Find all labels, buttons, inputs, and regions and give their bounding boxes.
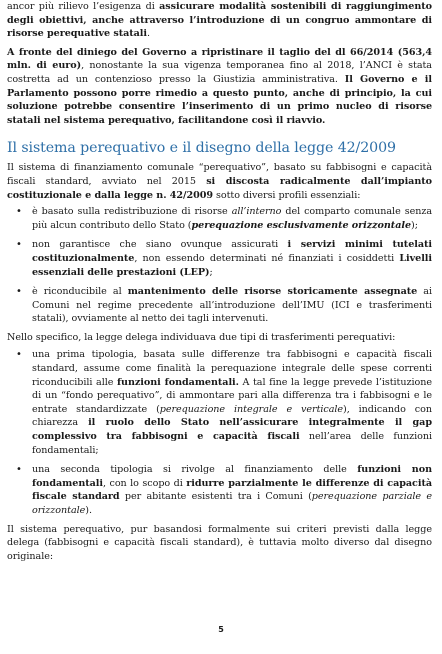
bold-run: si discosta radicalmente dall’impianto costituzionale e dalla legge n. 42/2009 [7,175,433,201]
bold-run: i servizi minimi tutelati costituzionalmente [32,239,432,264]
text-run: per abitante esistenti tra i Comuni ( [119,491,312,503]
text-run: ai Comuni nel regime precedente all’introduzione dell’IMU (ICI e trasferimenti statali), ovviamente al netto dei tagli intervenuti. [32,286,432,325]
text-run: ). [85,505,92,516]
list-item [7,348,432,457]
bold-run: ridurre parzialmente le differenze di capacità fiscale standard [32,477,432,503]
bold-run: mantenimento delle risorse storicamente assegnate [127,286,418,298]
bold-run: assicurare modalità sostenibili di raggiungimento degli obiettivi, anche attraverso l’introduzione di un congruo ammontare di risorse perequative statali [7,1,432,40]
list-item [7,205,432,232]
list-item [7,285,432,326]
intro-paragraph-1 [7,0,432,41]
bold-run: funzioni non fondamentali [32,464,432,489]
bold-run: il ruolo dello Stato nell’assicurare integralmente il gap complessivo tra fabbisogni e capacità fiscali [32,417,433,443]
text-run: una seconda tipologia si rivolge al finanziamento delle [32,464,358,476]
text-run: nell’area delle funzioni fondamentali; [32,431,432,456]
text-run: non garantisce che siano ovunque assicurati [32,239,288,251]
text-run: è riconducibile al [32,286,128,298]
text-run: ancor più rilievo l’esigenza di [7,1,160,12]
list-item [7,463,432,517]
text-run: A tal fine la legge prevede l’istituzione di un “fondo perequativo”, di ammontare pari alla differenza tra i fabbisogni e le entrate standardizzate ( [32,376,432,415]
page-number: 5 [218,625,224,634]
section-paragraph-1 [7,161,432,202]
text-run: . [147,28,150,40]
bold-run: funzioni fondamentali. [116,376,239,388]
section-paragraph-3: Il sistema perequativo, pur basandosi formalmente sui criteri previsti dalla legge delega (fabbisogni e capacità fiscali standard), è tuttavia molto diverso dal disegno originale: [7,523,432,562]
text-run: Il sistema di finanziamento comunale “perequativo”, basato su fabbisogni e capacità fiscali standard, avviato nel 2015 [7,162,432,187]
text-run: , con lo scopo di [103,477,187,489]
text-run: è basato sulla redistribuzione di risorse [32,206,232,218]
intro-paragraph-2 [7,46,432,128]
text-run: una prima tipologia, basata sulle differenze tra fabbisogni e capacità fiscali standard, assume come finalità la perequazione integrale delle spese correnti riconducibili alle [32,349,432,388]
text-run: , non essendo determinati né finanziati i cosiddetti [134,252,400,264]
text-run: sotto diversi profili essenziali: [212,189,361,201]
italic-run: all’interno [231,206,282,218]
list-item [7,238,432,279]
text-run: , nonostante la sua vigenza temporanea fino al 2018, l’ANCI è stata costretta ad un contenzioso presso la Giustizia amministrativa. [7,60,432,85]
text-run: ); [411,219,418,231]
text-run: ), indicando con chiarezza [32,403,432,429]
text-run: del comparto comunale senza più alcun contributo dello Stato ( [32,206,432,231]
bold-italic-run: perequazione esclusivamente orizzontale [191,219,412,231]
italic-run: perequazione integrale e verticale [159,403,344,415]
bullet-list-profiles [7,205,432,326]
bold-run: A fronte del diniego del Governo a ripristinare il taglio del dl 66/2014 (563,4 mln. di euro) [7,46,432,72]
section-heading: Il sistema perequativo e il disegno della legge 42/2009 [7,140,396,157]
text-run: ; [209,266,213,278]
section-paragraph-2: Nello specifico, la legge delega individuava due tipi di trasferimenti perequativi: [7,331,396,343]
bold-run: Il Governo e il Parlamento possono porre rimedio a questo punto, anche di principio, la cui soluzione potrebbe consentire l’inserimento di un primo nucleo di risorse statali nel sistema perequativo, facilitandone così il riavvio. [7,73,432,126]
bold-run: Livelli essenziali delle prestazioni (LEP) [32,252,432,278]
italic-run: perequazione parziale e orizzontale [32,491,432,516]
bullet-list-transfer-types [7,348,432,517]
